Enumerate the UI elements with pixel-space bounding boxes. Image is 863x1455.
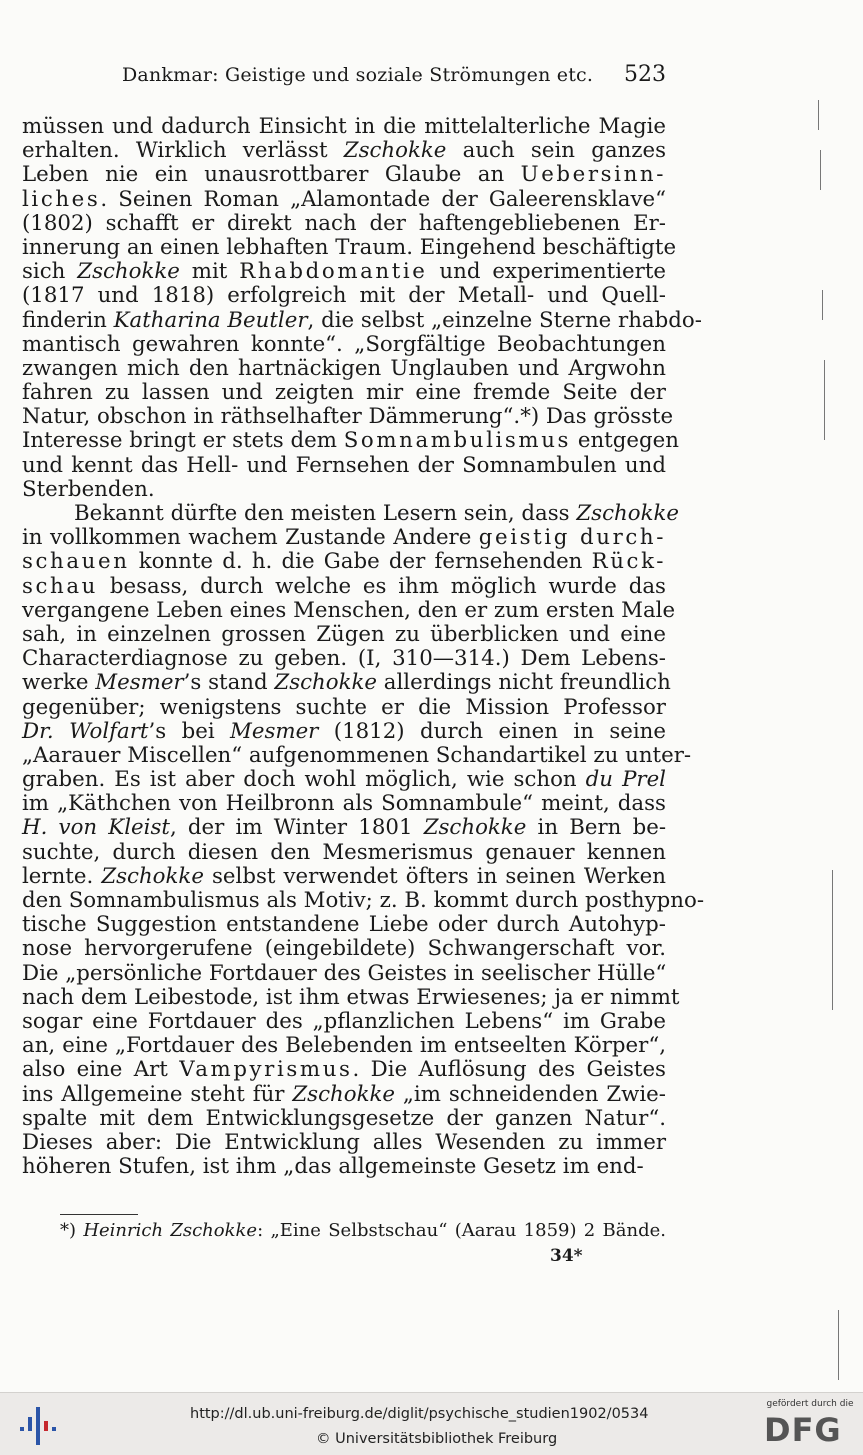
viewer-footer (0, 1392, 863, 1455)
scan-edge-mark (838, 1310, 839, 1380)
footnote-text: : „Eine Selbstschau“ (Aarau 1859) 2 Bände. (257, 1220, 666, 1241)
university-library-logo-icon (18, 1403, 58, 1447)
text-segment: an, eine „Fortdauer des Belebenden im entseelten Körper“, (22, 1033, 666, 1059)
text-line (22, 260, 666, 284)
text-segment: werke (22, 670, 96, 696)
text-line (22, 1107, 666, 1131)
spaced-emphasis: Vampyrismus (179, 1057, 353, 1083)
italic-name: Zschokke (274, 670, 378, 696)
scan-edge-mark (832, 870, 833, 1010)
text-line (22, 1083, 666, 1107)
text-line (22, 357, 666, 381)
text-line (22, 478, 666, 502)
text-line (22, 865, 666, 889)
text-segment: lernte. (22, 863, 102, 889)
text-segment: erhalten. Wirklich verlässt (22, 138, 344, 164)
text-line (22, 597, 676, 623)
spaced-emphasis: Rück- (591, 549, 666, 575)
text-line (22, 720, 666, 744)
text-line (22, 962, 666, 986)
text-segment: Sterbenden. (22, 476, 155, 502)
italic-name: Zschokke (292, 1081, 395, 1107)
text-line (22, 696, 666, 720)
italic-name: Katharina Beutler (113, 307, 308, 333)
text-segment: im „Käthchen von Heilbronn als Somnambule“ meint, dass (22, 791, 666, 817)
text-line (22, 937, 666, 961)
text-segment: und experimentierte (427, 259, 666, 285)
italic-name: Zschokke (77, 259, 180, 285)
text-segment: Die „persönliche Fortdauer des Geistes in seelischer Hülle“ (22, 960, 667, 986)
text-line (22, 333, 666, 357)
text-line (22, 1034, 666, 1058)
scan-edge-mark (820, 150, 821, 190)
text-segment: in Bern be- (526, 815, 667, 841)
dfg-wordmark: DFG (764, 1411, 842, 1449)
text-line (22, 1131, 666, 1155)
text-segment: spalte mit dem Entwicklungsgesetze der ganzen Natur“. (22, 1105, 666, 1131)
text-segment: Bekannt dürfte den meisten Lesern sein, dass (74, 501, 577, 526)
scan-edge-mark (818, 100, 819, 130)
italic-name: Dr. Wolfart (22, 718, 149, 744)
text-line (22, 188, 666, 212)
text-line (22, 501, 679, 526)
dfg-logo (760, 1399, 860, 1451)
text-segment: Characterdiagnose zu geben. (I, 310—314.) Dem Lebens- (22, 646, 666, 672)
scan-edge-mark (824, 360, 825, 440)
text-segment: tische Suggestion entstandene Liebe oder durch Autohyp- (22, 912, 666, 938)
text-line (22, 139, 666, 163)
text-segment: graben. Es ist aber doch wohl möglich, wie schon (22, 767, 586, 793)
text-segment: ’s bei (148, 718, 231, 744)
text-segment: höheren Stufen, ist ihm „das allgemeinste Gesetz im end- (22, 1154, 644, 1180)
text-segment: (1817 und 1818) erfolgreich mit der Metall- und Quell- (22, 283, 666, 309)
text-segment: vergangene Leben eines Menschen, den er zum ersten Male (22, 597, 676, 623)
text-line (22, 984, 680, 1010)
page-number: 523 (624, 62, 666, 87)
italic-name: H. von Kleist (22, 815, 170, 841)
text-line (22, 115, 666, 139)
text-segment: mit (179, 259, 240, 285)
text-segment: Leben nie ein unausrottbarer Glaube an (22, 162, 521, 188)
text-segment: „im schneidenden Zwie- (394, 1081, 666, 1107)
text-segment: besass, durch welche es ihm möglich wurde das (98, 573, 666, 599)
italic-name: Zschokke (343, 138, 447, 164)
text-line (22, 404, 674, 430)
text-line (22, 381, 666, 405)
text-segment: allerdings nicht freundlich (377, 670, 671, 696)
text-segment: konnte d. h. die Gabe der fernsehenden (129, 549, 592, 575)
text-segment: Interesse bringt er stets dem (22, 428, 344, 454)
text-segment: , die selbst „einzelne Sterne rhabdo- (307, 307, 702, 333)
copyright-notice: © Universitätsbibliothek Freiburg (316, 1431, 558, 1447)
text-line (22, 212, 666, 236)
spaced-emphasis: schau (22, 573, 98, 599)
italic-name: Zschokke (576, 501, 679, 526)
scan-edge-mark (822, 290, 823, 320)
text-line (22, 841, 666, 865)
text-segment: , der im Winter 1801 (169, 815, 424, 841)
text-line (22, 623, 666, 647)
signature-mark: 34* (550, 1246, 583, 1266)
text-segment: „Aarauer Miscellen“ aufgenommenen Schandartikel zu unter- (22, 742, 692, 768)
italic-name: Zschokke (101, 863, 204, 889)
text-segment: suchte, durch diesen den Mesmerismus genauer kennen (22, 839, 666, 865)
text-line (22, 284, 666, 308)
text-line (22, 163, 666, 187)
text-segment: gegenüber; wenigstens suchte er die Mission Professor (22, 694, 666, 720)
italic-name: Zschokke (423, 815, 527, 841)
dfg-caption: gefördert durch die (766, 1399, 854, 1409)
text-segment: nach dem Leibestode, ist ihm etwas Erwiesenes; ja er nimmt (22, 984, 680, 1010)
text-segment: ’s stand (183, 670, 275, 696)
text-line (22, 1058, 666, 1082)
footnote-author: Heinrich Zschokke (83, 1220, 258, 1241)
text-line (22, 1155, 666, 1179)
text-segment: selbst verwendet öfters in seinen Werken (203, 863, 666, 889)
text-line (22, 575, 666, 599)
text-line (22, 670, 671, 696)
italic-name: Mesmer (95, 670, 184, 696)
running-header (22, 62, 666, 90)
text-line (22, 888, 705, 913)
text-segment: finderin (22, 307, 114, 333)
text-segment: fahren zu lassen und zeigten mir eine fremde Seite der (22, 380, 666, 406)
text-segment: (1802) schafft er direkt nach der haftengebliebenen Er- (22, 210, 666, 236)
footnote (60, 1220, 666, 1242)
text-line (22, 742, 692, 768)
text-segment: . Die Auflösung des Geistes (352, 1057, 666, 1083)
italic-name: Mesmer (230, 718, 319, 744)
text-segment: sah, in einzelnen grossen Zügen zu überblicken und eine (22, 621, 666, 647)
spaced-emphasis: schauen (22, 549, 130, 575)
text-segment: zwangen mich den hartnäckigen Unglauben und Argwohn (22, 355, 666, 381)
text-segment: sich (22, 259, 78, 285)
text-line (22, 454, 666, 478)
text-segment: nose hervorgerufene (eingebildete) Schwangerschaft vor. (22, 936, 666, 962)
spaced-emphasis: liches (22, 186, 101, 212)
spaced-emphasis: Uebersinn- (520, 162, 666, 188)
text-segment: ins Allgemeine steht für (22, 1081, 293, 1107)
spaced-emphasis: geistig durch- (478, 525, 666, 551)
text-segment: entgegen (571, 428, 679, 454)
italic-name: du Prel (585, 767, 666, 793)
footnote-marker: *) (60, 1220, 84, 1241)
text-segment: Natur, obschon in räthselhafter Dämmerung“.*) Das grösste (22, 404, 674, 430)
text-segment: sogar eine Fortdauer des „pflanzlichen Lebens“ im Grabe (22, 1008, 666, 1034)
text-line (22, 1010, 666, 1034)
text-segment: den Somnambulismus als Motiv; z. B. kommt durch posthypno- (22, 888, 705, 913)
text-segment: in vollkommen wachem Zustande Andere (22, 525, 479, 551)
text-line (22, 913, 666, 937)
text-line (22, 526, 666, 550)
text-segment: auch sein ganzes (446, 138, 666, 164)
text-line (22, 647, 666, 671)
text-segment: mantisch gewahren konnte“. „Sorgfältige Beobachtungen (22, 331, 666, 357)
running-title: Dankmar: Geistige und soziale Strömungen etc. (122, 64, 594, 86)
text-segment: Dieses aber: Die Entwicklung alles Wesenden zu immer (22, 1129, 666, 1155)
text-line (22, 768, 666, 792)
text-line (22, 792, 666, 816)
text-segment: . Seinen Roman „Alamontade der Galeerensklave“ (100, 186, 666, 212)
text-segment: also eine Art (22, 1057, 180, 1083)
text-line (22, 307, 702, 333)
text-line (22, 428, 679, 454)
spaced-emphasis: Rhabdomantie (239, 259, 428, 285)
body-text (22, 114, 705, 1180)
spaced-emphasis: Somnambulismus (343, 428, 572, 454)
footnote-rule (60, 1214, 138, 1215)
document-url-link[interactable]: http://dl.ub.uni-freiburg.de/diglit/psychische_studien1902/0534 (190, 1406, 649, 1422)
text-segment: müssen und dadurch Einsicht in die mittelalterliche Magie (22, 114, 666, 139)
text-segment: und kennt das Hell- und Fernsehen der Somnambulen und (22, 452, 666, 478)
text-line (22, 816, 666, 840)
text-line (22, 234, 677, 260)
text-line (22, 550, 666, 574)
text-segment: innerung an einen lebhaften Traum. Eingehend beschäftigte (22, 234, 677, 260)
text-segment: (1812) durch einen in seine (318, 718, 666, 744)
